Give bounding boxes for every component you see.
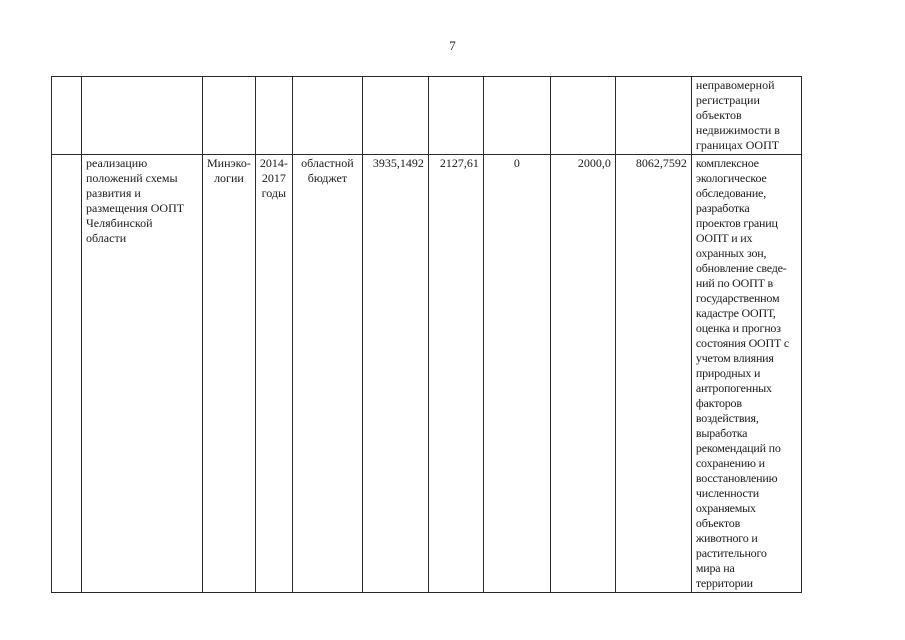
cell-result: неправомерной регистрации объектов недвижимости в границах ООПТ (691, 77, 801, 155)
cell-value-3: 0 (483, 155, 550, 593)
cell-activity (82, 77, 203, 155)
cell-period (255, 77, 292, 155)
table-row (52, 155, 802, 593)
cell-number (52, 155, 82, 593)
cell-executor (203, 77, 256, 155)
cell-activity: реализацию положений схемы развития и размещения ООПТ Челябинской области (82, 155, 203, 593)
cell-source (292, 77, 362, 155)
cell-value-1: 3935,1492 (362, 155, 428, 593)
cell-period: 2014- 2017 годы (255, 155, 292, 593)
program-table (51, 76, 802, 593)
cell-source: областной бюджет (292, 155, 362, 593)
cell-total: 8062,7592 (615, 155, 691, 593)
cell-value-2: 2127,61 (428, 155, 483, 593)
cell-value-1 (362, 77, 428, 155)
table-row (52, 77, 802, 155)
cell-number (52, 77, 82, 155)
cell-value-4 (550, 77, 615, 155)
cell-value-4: 2000,0 (550, 155, 615, 593)
cell-result: комплексное экологическое обследование, разработка проектов границ ООПТ и их охранных зон, обновление сведе- ний по ООПТ в государственном кадастре ООПТ, оценка и прогноз состояния ООПТ с учетом влияния природных и антропогенных факторов воздействия, выработка рекомендаций по сохранению и восстановлению численности охраняемых объектов животного и растительного мира на территории (691, 155, 801, 593)
cell-executor: Минэко- логии (203, 155, 256, 593)
cell-value-3 (483, 77, 550, 155)
cell-value-2 (428, 77, 483, 155)
cell-total (615, 77, 691, 155)
page-number: 7 (449, 38, 456, 53)
